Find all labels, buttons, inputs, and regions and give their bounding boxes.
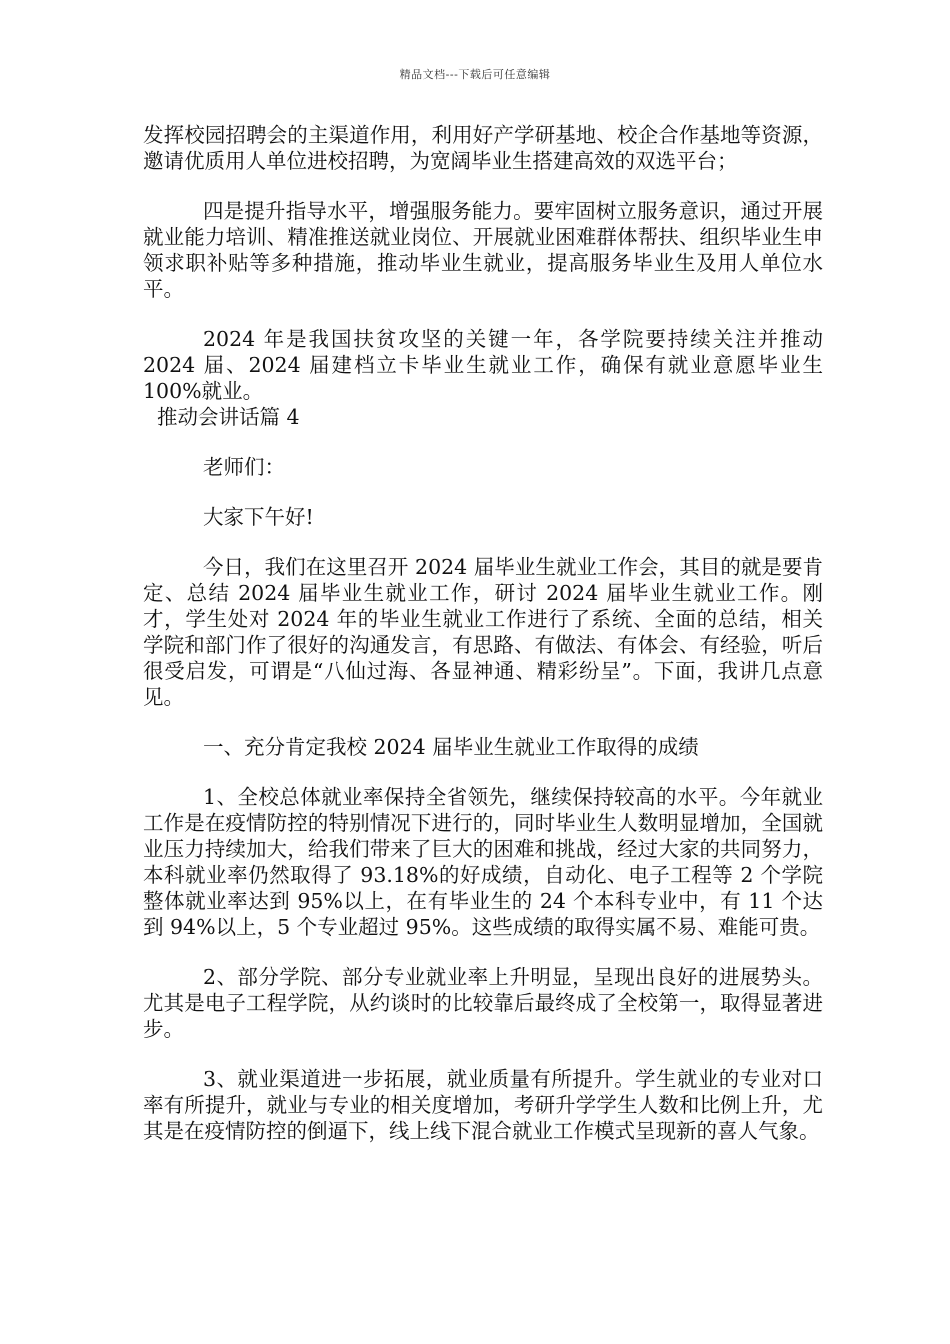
paragraph-item-1: 1、全校总体就业率保持全省领先，继续保持较高的水平。今年就业工作是在疫情防控的特别情况下进行的，同时毕业生人数明显增加，全国就业压力持续加大，给我们带来了巨大的困难和挑战，经过大家的共同努力，本科就业率仍然取得了 93.18%的好成绩，自动化、电子工程等 2 个学院整体就业率达到 95%以上，在有毕业生的 24 个本科专业中，有 11 个达到 94%以上，5 个专业超过 95%。这些成绩的取得实属不易、难能可贵。 (143, 785, 823, 939)
paragraph-item-3: 3、就业渠道进一步拓展，就业质量有所提升。学生就业的专业对口率有所提升，就业与专业的相关度增加，考研升学学生人数和比例上升，尤其是在疫情防控的倒逼下，线上线下混合就业工作模式呈现新的喜人气象。 (143, 1067, 823, 1143)
document-body (143, 122, 823, 1144)
section-heading: 推动会讲话篇 4 (157, 405, 300, 429)
paragraph-continuation: 发挥校园招聘会的主渠道作用，利用好产学研基地、校企合作基地等资源，邀请优质用人单位进校招聘，为宽阔毕业生搭建高效的双选平台； (143, 123, 823, 173)
page-header: 精品文档---下载后可任意编辑 (399, 68, 551, 81)
greeting: 大家下午好! (203, 505, 314, 529)
paragraph-point-four: 四是提升指导水平，增强服务能力。要牢固树立服务意识，通过开展就业能力培训、精准推送就业岗位、开展就业困难群体帮扶、组织毕业生申领求职补贴等多种措施，推动毕业生就业，提高服务毕业生及用人单位水平。 (143, 199, 823, 301)
salutation: 老师们： (203, 455, 285, 479)
paragraph-item-2: 2、部分学院、部分专业就业率上升明显，呈现出良好的进展势头。尤其是电子工程学院，从约谈时的比较靠后最终成了全校第一，取得显著进步。 (143, 965, 823, 1041)
paragraph-poverty-alleviation: 2024 年是我国扶贫攻坚的关键一年，各学院要持续关注并推动 2024 届、2024 届建档立卡毕业生就业工作，确保有就业意愿毕业生 100%就业。 (143, 327, 823, 403)
subheading-achievements: 一、充分肯定我校 2024 届毕业生就业工作取得的成绩 (203, 735, 699, 759)
paragraph-introduction: 今日，我们在这里召开 2024 届毕业生就业工作会，其目的就是要肯定、总结 2024 届毕业生就业工作，研讨 2024 届毕业生就业工作。刚才，学生处对 2024 年的毕业生就业工作进行了系统、全面的总结，相关学院和部门作了很好的沟通发言，有思路、有做法、有体会、有经验，听后很受启发，可谓是“八仙过海、各显神通、精彩纷呈”。下面，我讲几点意见。 (143, 555, 823, 709)
